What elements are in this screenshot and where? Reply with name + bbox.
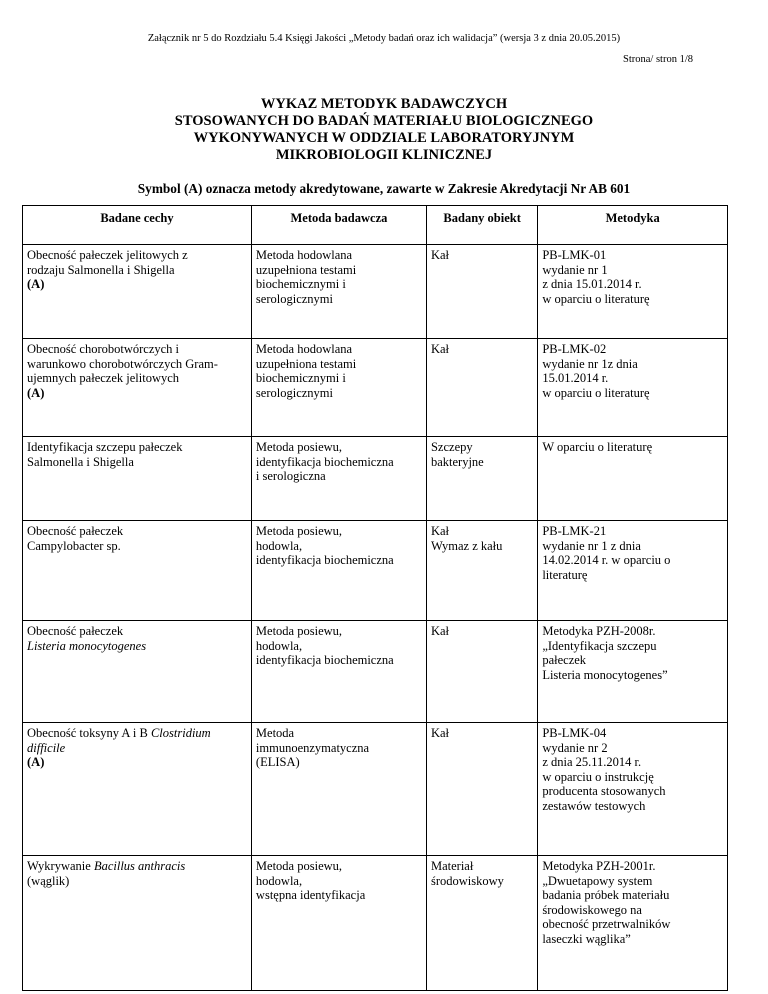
document-title: [0, 96, 768, 164]
cell-metodyka: PB-LMK-21 wydanie nr 1 z dnia 14.02.2014 r. w oparciu o literaturę: [538, 521, 728, 621]
accredited-marker: (A): [27, 385, 45, 400]
cell-cecha: Obecność chorobotwórczych i warunkowo chorobotwórczych Gram- ujemnych pałeczek jelitowych (A): [23, 339, 252, 437]
page-number: Strona/ stron 1/8: [623, 54, 693, 65]
table-header-row: [23, 206, 728, 245]
accreditation-note: Symbol (A) oznacza metody akredytowane, zawarte w Zakresie Akredytacji Nr AB 601: [137, 181, 631, 196]
cell-metodyka: PB-LMK-02 wydanie nr 1z dnia 15.01.2014 r. w oparciu o literaturę: [538, 339, 728, 437]
table-row: [23, 621, 728, 723]
table-row: [23, 723, 728, 856]
title-line: STOSOWANYCH DO BADAŃ MATERIAŁU BIOLOGICZNEGO: [174, 113, 594, 129]
cell-obiekt: Kał: [426, 339, 537, 437]
cell-metodyka: PB-LMK-04 wydanie nr 2 z dnia 25.11.2014 r. w oparciu o instrukcję producenta stosowanych zestawów testowych: [538, 723, 728, 856]
accredited-marker: (A): [27, 277, 45, 292]
cell-metoda: Metoda posiewu, hodowla, identyfikacja biochemiczna: [251, 521, 426, 621]
table-row: [23, 521, 728, 621]
cell-cecha: Obecność pałeczek Campylobacter sp.: [23, 521, 252, 621]
title-line: WYKONYWANYCH W ODDZIALE LABORATORYJNYM: [193, 130, 575, 146]
cell-metodyka: W oparciu o literaturę: [538, 437, 728, 521]
cell-cecha: Obecność pałeczek Listeria monocytogenes: [23, 621, 252, 723]
cell-metoda: Metoda hodowlana uzupełniona testami biochemicznymi i serologicznymi: [251, 245, 426, 339]
cell-cecha: Wykrywanie Bacillus anthracis (wąglik): [23, 856, 252, 991]
table-row: [23, 245, 728, 339]
header-badany-obiekt: [426, 206, 537, 245]
table-row: [23, 339, 728, 437]
attachment-header: Załącznik nr 5 do Rozdziału 5.4 Księgi Jakości „Metody badań oraz ich walidacja” (wersja 3 z dnia 20.05.2015): [147, 33, 621, 44]
cell-metoda: Metoda posiewu, hodowla, wstępna identyfikacja: [251, 856, 426, 991]
cell-metoda: Metoda posiewu, identyfikacja biochemiczna i serologiczna: [251, 437, 426, 521]
cell-obiekt: Kał: [426, 723, 537, 856]
title-line: MIKROBIOLOGII KLINICZNEJ: [275, 147, 493, 163]
table-row: [23, 437, 728, 521]
cell-metodyka: PB-LMK-01 wydanie nr 1 z dnia 15.01.2014 r. w oparciu o literaturę: [538, 245, 728, 339]
cell-cecha: Obecność toksyny A i B Clostridium difficile (A): [23, 723, 252, 856]
cell-obiekt: Kał Wymaz z kału: [426, 521, 537, 621]
cell-obiekt: Kał: [426, 245, 537, 339]
methods-table: [22, 205, 728, 991]
header-badany-obiekt-text: Badany obiekt: [443, 211, 521, 225]
cell-cecha: Obecność pałeczek jelitowych z rodzaju Salmonella i Shigella (A): [23, 245, 252, 339]
cell-metoda: Metoda immunoenzymatyczna (ELISA): [251, 723, 426, 856]
header-badane-cechy: Badane cechy: [23, 206, 252, 245]
table-row: [23, 856, 728, 991]
cell-metoda: Metoda posiewu, hodowla, identyfikacja biochemiczna: [251, 621, 426, 723]
cell-metoda: Metoda hodowlana uzupełniona testami biochemicznymi i serologicznymi: [251, 339, 426, 437]
cell-metodyka: Metodyka PZH-2001r. „Dwuetapowy system badania próbek materiału środowiskowego na obecność przetrwalników laseczki wąglika”: [538, 856, 728, 991]
cell-metodyka: Metodyka PZH-2008r. „Identyfikacja szczepu pałeczek Listeria monocytogenes”: [538, 621, 728, 723]
cell-cecha: Identyfikacja szczepu pałeczek Salmonella i Shigella: [23, 437, 252, 521]
cell-obiekt: Materiał środowiskowy: [426, 856, 537, 991]
header-metoda-badawcza: Metoda badawcza: [251, 206, 426, 245]
title-line: WYKAZ METODYK BADAWCZYCH: [260, 96, 508, 112]
cell-obiekt: Szczepy bakteryjne: [426, 437, 537, 521]
cell-obiekt: Kał: [426, 621, 537, 723]
header-metodyka: Metodyka: [538, 206, 728, 245]
accredited-marker: (A): [27, 755, 45, 770]
